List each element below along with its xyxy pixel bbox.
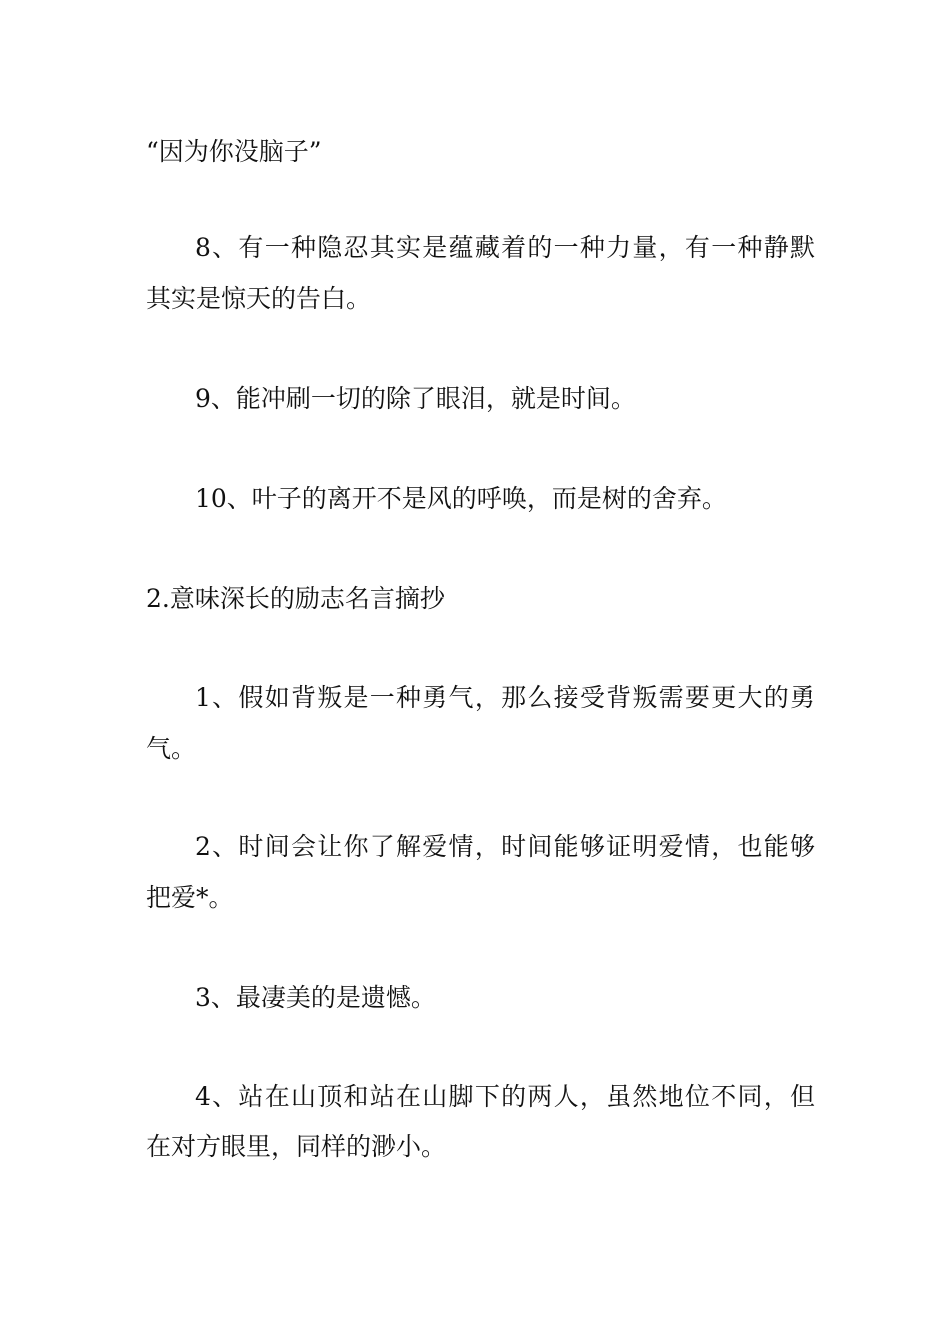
item-4-line-1: 4、站在山顶和站在山脚下的两人，虽然地位不同，但	[195, 1082, 815, 1111]
item-2-line-2: 把爱*。	[146, 883, 234, 912]
item-4-line-2: 在对方眼里，同样的渺小。	[146, 1132, 447, 1161]
item-8-line-1: 8、有一种隐忍其实是蕴藏着的一种力量，有一种静默	[195, 233, 815, 262]
item-1-line-2: 气。	[146, 734, 197, 763]
section-heading: 2.意味深长的励志名言摘抄	[146, 584, 445, 613]
item-1-line-1: 1、假如背叛是一种勇气，那么接受背叛需要更大的勇	[195, 683, 815, 712]
item-2-line-1: 2、时间会让你了解爱情，时间能够证明爱情，也能够	[195, 832, 815, 861]
item-10: 10、叶子的离开不是风的呼唤，而是树的舍弃。	[195, 484, 727, 513]
item-3: 3、最凄美的是遗憾。	[195, 983, 436, 1012]
item-9: 9、能冲刷一切的除了眼泪，就是时间。	[195, 384, 636, 413]
quote-line: “因为你没脑子”	[146, 137, 322, 166]
item-8-line-2: 其实是惊天的告白。	[146, 284, 372, 313]
